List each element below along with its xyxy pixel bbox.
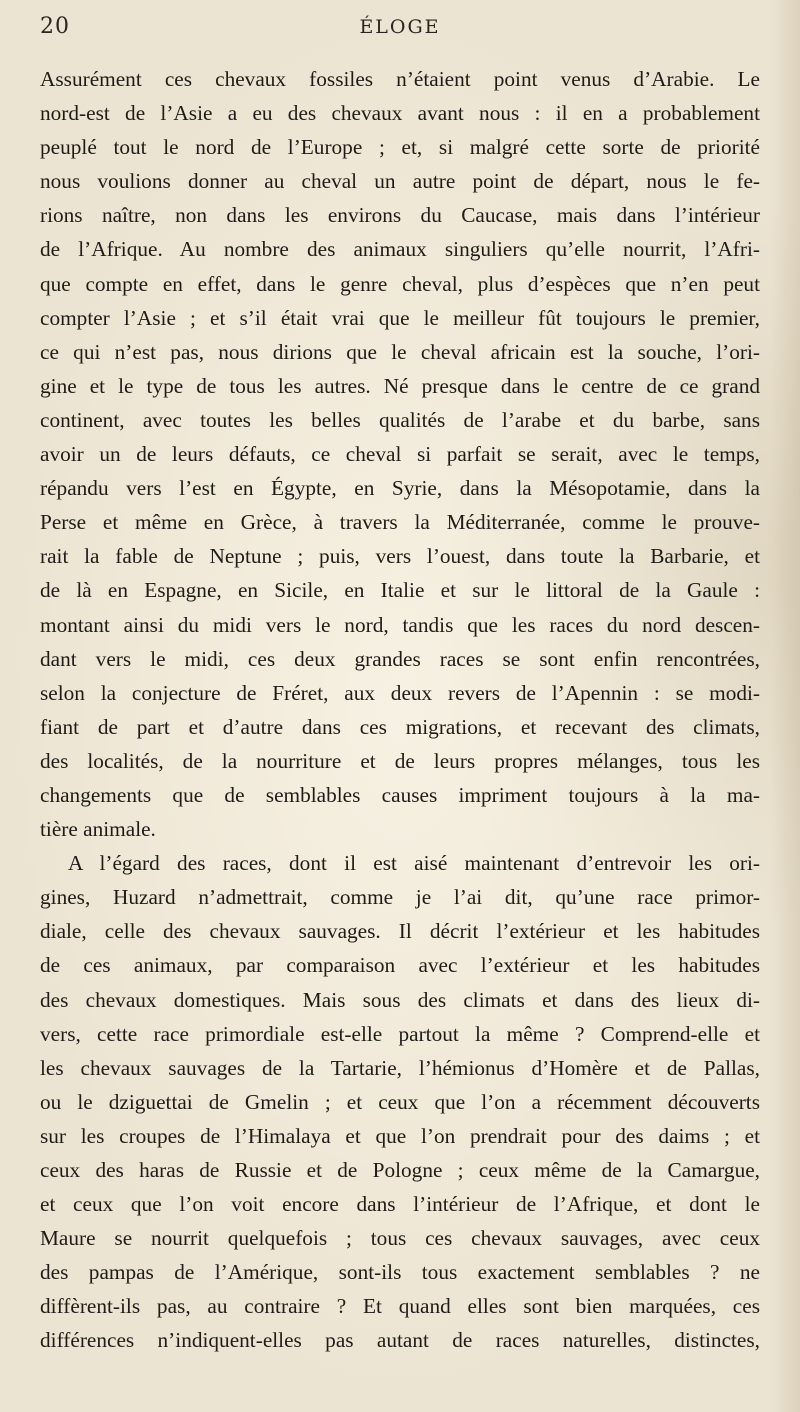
text-line: peuplé tout le nord de l’Europe ; et, si malgré cette sorte de priorité bbox=[40, 135, 760, 160]
text-line: dant vers le midi, ces deux grandes races se sont enfin rencontrées, bbox=[40, 646, 760, 671]
text-line: Maure se nourrit quelquefois ; tous ces chevaux sauvages, avec ceux bbox=[40, 1226, 760, 1251]
text-line: de l’Afrique. Au nombre des animaux singuliers qu’elle nourrit, l’Afri- bbox=[40, 237, 760, 262]
text-line: gine et le type de tous les autres. Né presque dans le centre de ce grand bbox=[40, 373, 760, 398]
page-number: 20 bbox=[40, 14, 70, 39]
text-line: Assurément ces chevaux fossiles n’étaient point venus d’Arabie. Le bbox=[40, 67, 760, 91]
text-line: ou le dziguettai de Gmelin ; et ceux que l’on a récemment découverts bbox=[40, 1089, 760, 1114]
text-line: ceux des haras de Russie et de Pologne ; ceux même de la Camargue, bbox=[40, 1158, 760, 1182]
text-line: nous voulions donner au cheval un autre point de départ, nous le fe- bbox=[40, 169, 760, 194]
text-line: des localités, de la nourriture et de leurs propres mélanges, tous les bbox=[40, 748, 760, 773]
page-edge-shadow bbox=[770, 0, 800, 1412]
text-line: diale, celle des chevaux sauvages. Il décrit l’extérieur et les habitudes bbox=[40, 919, 760, 944]
text-line: diffèrent-ils pas, au contraire ? Et quand elles sont bien marquées, ces bbox=[40, 1294, 760, 1319]
text-line: vers, cette race primordiale est-elle partout la même ? Comprend-elle et bbox=[40, 1021, 760, 1046]
text-line: nord-est de l’Asie a eu des chevaux avant nous : il en a probablement bbox=[40, 101, 760, 126]
text-line: des chevaux domestiques. Mais sous des climats et dans des lieux di- bbox=[40, 987, 760, 1012]
text-line: fiant de part et d’autre dans ces migrations, et recevant des climats, bbox=[40, 714, 760, 739]
text-line: compter l’Asie ; et s’il était vrai que le meilleur fût toujours le premier, bbox=[40, 305, 760, 330]
text-line: gines, Huzard n’admettrait, comme je l’ai dit, qu’une race primor- bbox=[40, 885, 760, 910]
text-line: ce qui n’est pas, nous dirions que le cheval africain est la souche, l’ori- bbox=[40, 339, 760, 364]
text-line: que compte en effet, dans le genre cheval, plus d’espèces que n’en peut bbox=[40, 271, 760, 296]
text-line: et ceux que l’on voit encore dans l’intérieur de l’Afrique, et dont le bbox=[40, 1192, 760, 1217]
text-line: continent, avec toutes les belles qualités de l’arabe et du barbe, sans bbox=[40, 407, 760, 432]
text-line: répandu vers l’est en Égypte, en Syrie, dans la Mésopotamie, dans la bbox=[40, 476, 760, 501]
text-line: différences n’indiquent-elles pas autant de races naturelles, distinctes, bbox=[40, 1328, 760, 1353]
text-line: de ces animaux, par comparaison avec l’extérieur et les habitudes bbox=[40, 953, 760, 978]
text-line: montant ainsi du midi vers le nord, tandis que les races du nord descen- bbox=[40, 612, 760, 637]
running-title: ÉLOGE bbox=[359, 16, 441, 38]
text-line: Perse et même en Grèce, à travers la Méditerranée, comme le prouve- bbox=[40, 510, 760, 535]
paragraph-last-line: tière animale. bbox=[40, 817, 156, 842]
paragraph-first-line: A l’égard des races, dont il est aisé maintenant d’entrevoir les ori- bbox=[68, 851, 760, 876]
text-line: selon la conjecture de Fréret, aux deux revers de l’Apennin : se modi- bbox=[40, 680, 760, 705]
text-line: des pampas de l’Amérique, sont-ils tous exactement semblables ? ne bbox=[40, 1260, 760, 1285]
text-line: changements que de semblables causes impriment toujours à la ma- bbox=[40, 782, 760, 807]
text-line: sur les croupes de l’Himalaya et que l’on prendrait pour des daims ; et bbox=[40, 1123, 760, 1148]
running-head bbox=[40, 14, 760, 54]
text-line: avoir un de leurs défauts, ce cheval si parfait se serait, avec le temps, bbox=[40, 442, 760, 467]
body-text bbox=[40, 62, 760, 1358]
text-line: de là en Espagne, en Sicile, en Italie et sur le littoral de la Gaule : bbox=[40, 578, 760, 603]
text-line: les chevaux sauvages de la Tartarie, l’hémionus d’Homère et de Pallas, bbox=[40, 1055, 760, 1080]
text-line: rait la fable de Neptune ; puis, vers l’ouest, dans toute la Barbarie, et bbox=[40, 544, 760, 569]
text-line: rions naître, non dans les environs du Caucase, mais dans l’intérieur bbox=[40, 203, 760, 228]
